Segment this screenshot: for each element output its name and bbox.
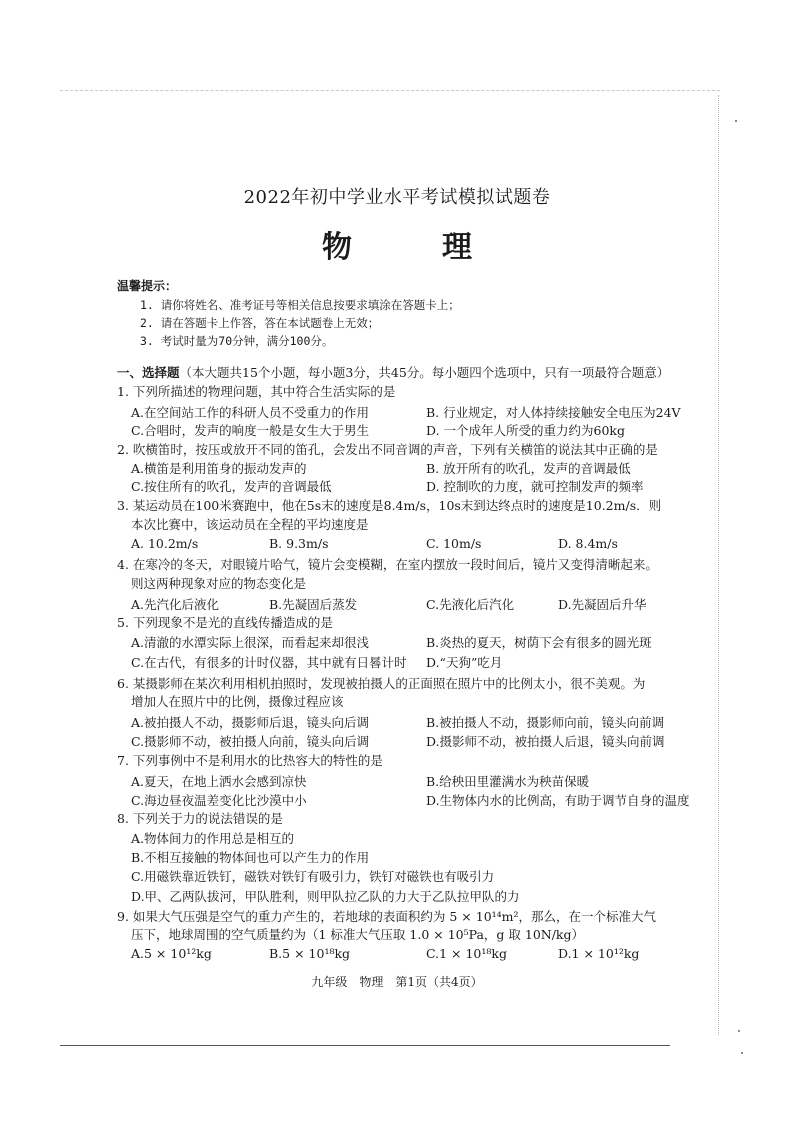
question-5-option-c: C.在古代，有很多的计时仪器，其中就有日晷计时 [131, 655, 407, 670]
question-9-option-d: D.1 × 10¹²kg [558, 946, 640, 961]
question-4-option-a: A.先汽化后液化 [131, 597, 220, 612]
exam-subject: 物 理 [322, 230, 502, 265]
question-2-option-a: A.横笛是利用笛身的振动发声的 [131, 461, 307, 476]
section-description: （本大题共15个小题，每小题3分，共45分。每小题四个选项中，只有一项最符合题意） [179, 365, 670, 380]
question-1-option-a: A.在空间站工作的科研人员不受重力的作用 [131, 405, 370, 420]
question-5-option-d: D.“天狗”吃月 [426, 655, 503, 670]
scan-speck [741, 1052, 743, 1054]
question-3-option-b: B. 9.3m/s [269, 536, 329, 551]
question-3-option-d: D. 8.4m/s [558, 536, 618, 551]
question-8-stem: 8. 下列关于力的说法错误的是 [117, 811, 283, 826]
question-4-stem: 4. 在寒冷的冬天，对眼镜片哈气，镜片会变模糊，在室内摆放一段时间后，镜片又变得清晰起来。 [117, 557, 658, 572]
question-4-stem: 则这两种现象对应的物态变化是 [131, 576, 307, 591]
question-7-option-c: C.海边昼夜温差变化比沙漠中小 [131, 793, 307, 808]
section-label: 一、选择题 [117, 365, 180, 380]
scan-speck [738, 1030, 740, 1032]
scan-edge-top [60, 90, 720, 91]
question-9-stem: 9. 如果大气压强是空气的重力产生的，若地球的表面积约为 5 × 10¹⁴m²，那么，在一个标准大气 [117, 909, 657, 924]
question-6-stem: 增加人在照片中的比例，摄像过程应该 [131, 694, 344, 709]
scan-speck [735, 120, 737, 122]
question-2-option-c: C.按住所有的吹孔，发声的音调最低 [131, 479, 332, 494]
question-7-option-b: B.给秧田里灌满水为秧苗保暖 [426, 774, 590, 789]
question-9-option-b: B.5 × 10¹⁸kg [269, 946, 351, 961]
question-8-option-b: B.不相互接触的物体间也可以产生力的作用 [131, 850, 370, 865]
question-8-option-c: C.用磁铁靠近铁钉，磁铁对铁钉有吸引力，铁钉对磁铁也有吸引力 [131, 869, 495, 884]
question-2-stem: 2. 吹横笛时，按压或放开不同的笛孔，会发出不同音调的声音，下列有关横笛的说法其中正确的是 [117, 442, 658, 457]
question-6-stem: 6. 某摄影师在某次利用相机拍照时，发现被拍摄人的正面照在照片中的比例太小，很不美观。为 [117, 676, 646, 691]
question-3-option-c: C. 10m/s [426, 536, 482, 551]
question-4-option-c: C.先液化后汽化 [426, 597, 515, 612]
question-6-option-a: A.被拍摄人不动，摄影师后退，镜头向后调 [131, 715, 370, 730]
question-3-stem: 本次比赛中，该运动员在全程的平均速度是 [131, 517, 369, 532]
scan-edge-bottom [60, 1045, 670, 1046]
question-7-option-a: A.夏天，在地上洒水会感到凉快 [131, 774, 307, 789]
question-6-option-d: D.摄影师不动，被拍摄人后退，镜头向前调 [426, 734, 665, 749]
question-1-stem: 1. 下列所描述的物理问题，其中符合生活实际的是 [117, 384, 396, 399]
exam-title: 2022年初中学业水平考试模拟试题卷 [243, 187, 551, 208]
section-heading [117, 363, 669, 381]
question-8-option-d: D.甲、乙两队拔河，甲队胜利，则甲队拉乙队的力大于乙队拉甲队的力 [131, 889, 520, 904]
question-7-stem: 7. 下列事例中不是利用水的比热容大的特性的是 [117, 753, 383, 768]
question-7-option-d: D.生物体内水的比例高，有助于调节自身的温度 [426, 793, 690, 808]
question-5-option-a: A.清澈的水潭实际上很深，而看起来却很浅 [131, 635, 370, 650]
question-3-option-a: A. 10.2m/s [131, 536, 199, 551]
question-4-option-d: D.先凝固后升华 [558, 597, 647, 612]
notice-item: 3. 考试时量为70分钟，满分100分。 [140, 334, 334, 348]
question-3-stem: 3. 某运动员在100米赛跑中，他在5s末的速度是8.4m/s，10s末到达终点时的速度是10.2m/s．则 [117, 498, 662, 513]
notice-item: 1. 请你将姓名、准考证号等相关信息按要求填涂在答题卡上； [140, 298, 460, 312]
question-6-option-b: B.被拍摄人不动，摄影师向前，镜头向前调 [426, 715, 665, 730]
question-1-option-c: C.合唱时，发声的响度一般是女生大于男生 [131, 423, 370, 438]
question-8-option-a: A.物体间力的作用总是相互的 [131, 831, 295, 846]
question-5-stem: 5. 下列现象不是光的直线传播造成的是 [117, 615, 333, 630]
question-1-option-d: D. 一个成年人所受的重力约为60kg [426, 423, 626, 438]
question-6-option-c: C.摄影师不动，被拍摄人向前，镜头向后调 [131, 734, 370, 749]
question-2-option-b: B. 放开所有的吹孔，发声的音调最低 [426, 461, 631, 476]
question-4-option-b: B.先凝固后蒸发 [269, 597, 358, 612]
question-1-option-b: B. 行业规定，对人体持续接触安全电压为24V [426, 405, 681, 420]
question-9-stem: 压下，地球周围的空气质量约为（1 标准大气压取 1.0 × 10⁵Pa，g 取 10N/kg） [131, 927, 584, 942]
notice-item: 2. 请在答题卡上作答，答在本试题卷上无效； [140, 316, 380, 330]
question-9-option-a: A.5 × 10¹²kg [131, 946, 212, 961]
question-2-option-d: D. 控制吹的力度，就可控制发声的频率 [426, 479, 644, 494]
question-5-option-b: B.炎热的夏天，树荫下会有很多的圆光斑 [426, 635, 652, 650]
page-footer: 九年级 物理 第1页（共4页） [311, 975, 483, 989]
notice-heading: 温馨提示： [117, 279, 178, 293]
question-9-option-c: C.1 × 10¹⁸kg [426, 946, 507, 961]
